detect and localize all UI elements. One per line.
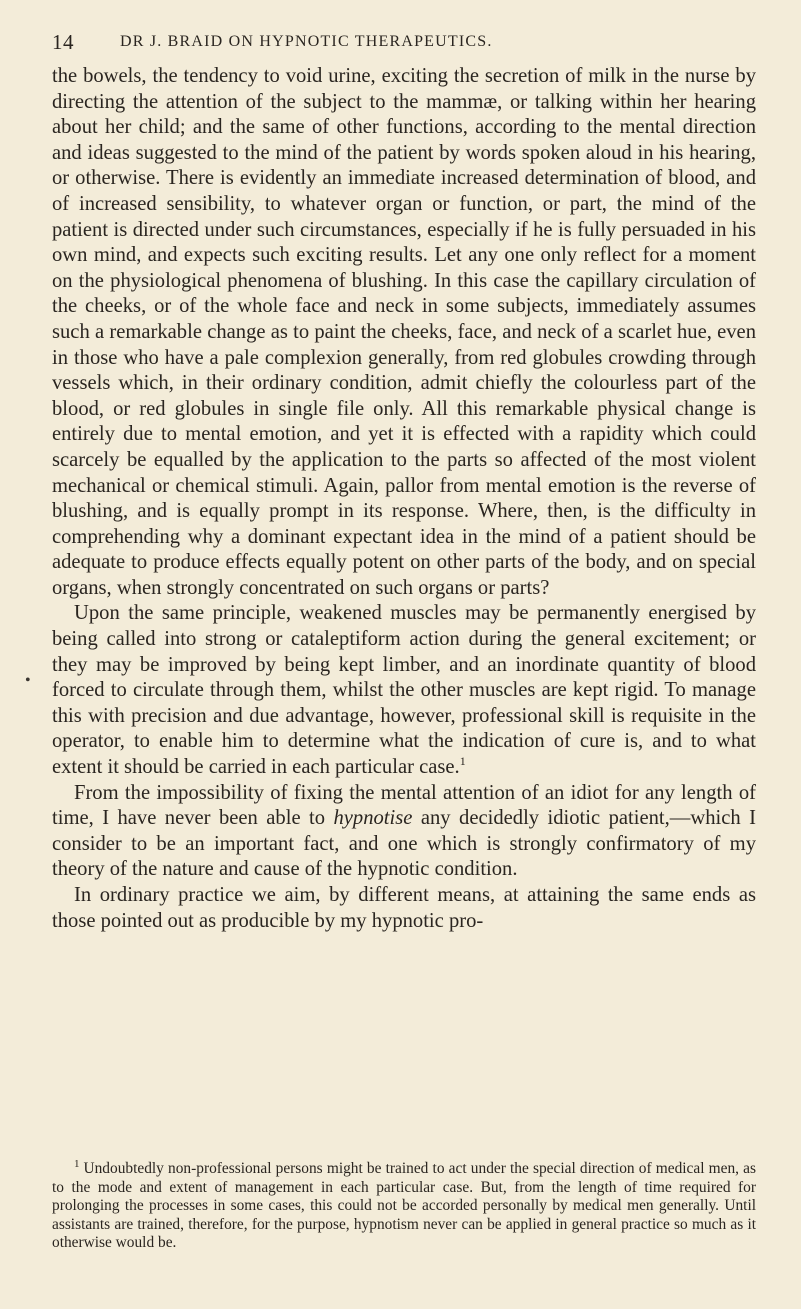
page-header xyxy=(52,30,752,58)
paragraph-3 xyxy=(52,781,756,883)
body-text xyxy=(52,64,756,934)
paragraph-3-text-start: From the impossibility of fixing the mental attention of an idiot for any length of time, I have never been able to xyxy=(52,781,756,830)
italic-term: hypnotise xyxy=(333,807,413,830)
paragraph-1: the bowels, the tendency to void urine, exciting the secretion of milk in the nurse by directing the attention of the subject to the mammæ, or talking within her hearing about her child; and the same of other functions, according to the mental direction and ideas suggested to the mind of the patient by words spoken aloud in his hearing, or otherwise. There is evidently an immediate increased determination of blood, and of increased sensibility, to whatever organ or function, or part, the mind of the patient is directed under such circumstances, especially if he is fully persuaded in his own mind, and expects such exciting results. Let any one only reflect for a moment on the physiological phenomena of blushing. In this case the capillary circulation of the cheeks, or of the whole face and neck in some subjects, immediately assumes such a remarkable change as to paint the cheeks, face, and neck of a scarlet hue, even in those who have a pale complexion generally, from red globules crowding through vessels which, in their ordinary condition, admit chiefly the colourless part of the blood, or red globules in single file only. All this remarkable physical change is entirely due to mental emotion, and yet it is effected with a rapidity which could scarcely be equalled by the application to the parts so affected of the most violent mechanical or chemical stimuli. Again, pallor from mental emotion is the reverse of blushing, and is equally prompt in its response. Where, then, is the difficulty in comprehending why a dominant expectant idea in the mind of a patient should be adequate to produce effects equally potent on other parts of the body, and on special organs, when strongly concentrated on such organs or parts? xyxy=(52,65,756,599)
footnote-number: 1 xyxy=(74,1157,80,1170)
margin-mark: • xyxy=(25,672,31,689)
paragraph-2-text: Upon the same principle, weakened muscles may be permanently energised by being called into strong or cataleptiform action during the general excitement; or they may be improved by being kept limber, and an inordinate quantity of blood forced to circulate through them, whilst the other muscles are kept rigid. To manage this with precision and due advantage, however, professional skill is requisite in the operator, to enable him to determine what the indication of cure is, and to what extent it should be carried in each particular case. xyxy=(52,602,756,779)
paragraph-4: In ordinary practice we aim, by different means, at attaining the same ends as those pointed out as producible by my hypnotic pro- xyxy=(52,884,756,932)
paragraph-3-text-end: any decidedly idiotic patient,—which I consider to be an important fact, and one which is strongly confirmatory of my theory of the nature and cause of the hypnotic condition. xyxy=(52,807,756,881)
paragraph-2 xyxy=(52,601,756,780)
page-number: 14 xyxy=(52,30,74,54)
footnote-text: Undoubtedly non-professional persons might be trained to act under the special direction of medical men, as to the mode and extent of management in each particular case. But, from the length of time required for prolonging the processes in some cases, this could not be accorded personally by medical men generally. Until assistants are trained, therefore, for the purpose, hypnotism never can be applied in general practice so much as it otherwise would be. xyxy=(52,1160,756,1252)
running-head: DR J. BRAID ON HYPNOTIC THERAPEUTICS. xyxy=(120,33,493,50)
footnote xyxy=(52,1157,756,1253)
footnote-reference: 1 xyxy=(459,754,466,769)
footnote-paragraph xyxy=(52,1157,756,1253)
